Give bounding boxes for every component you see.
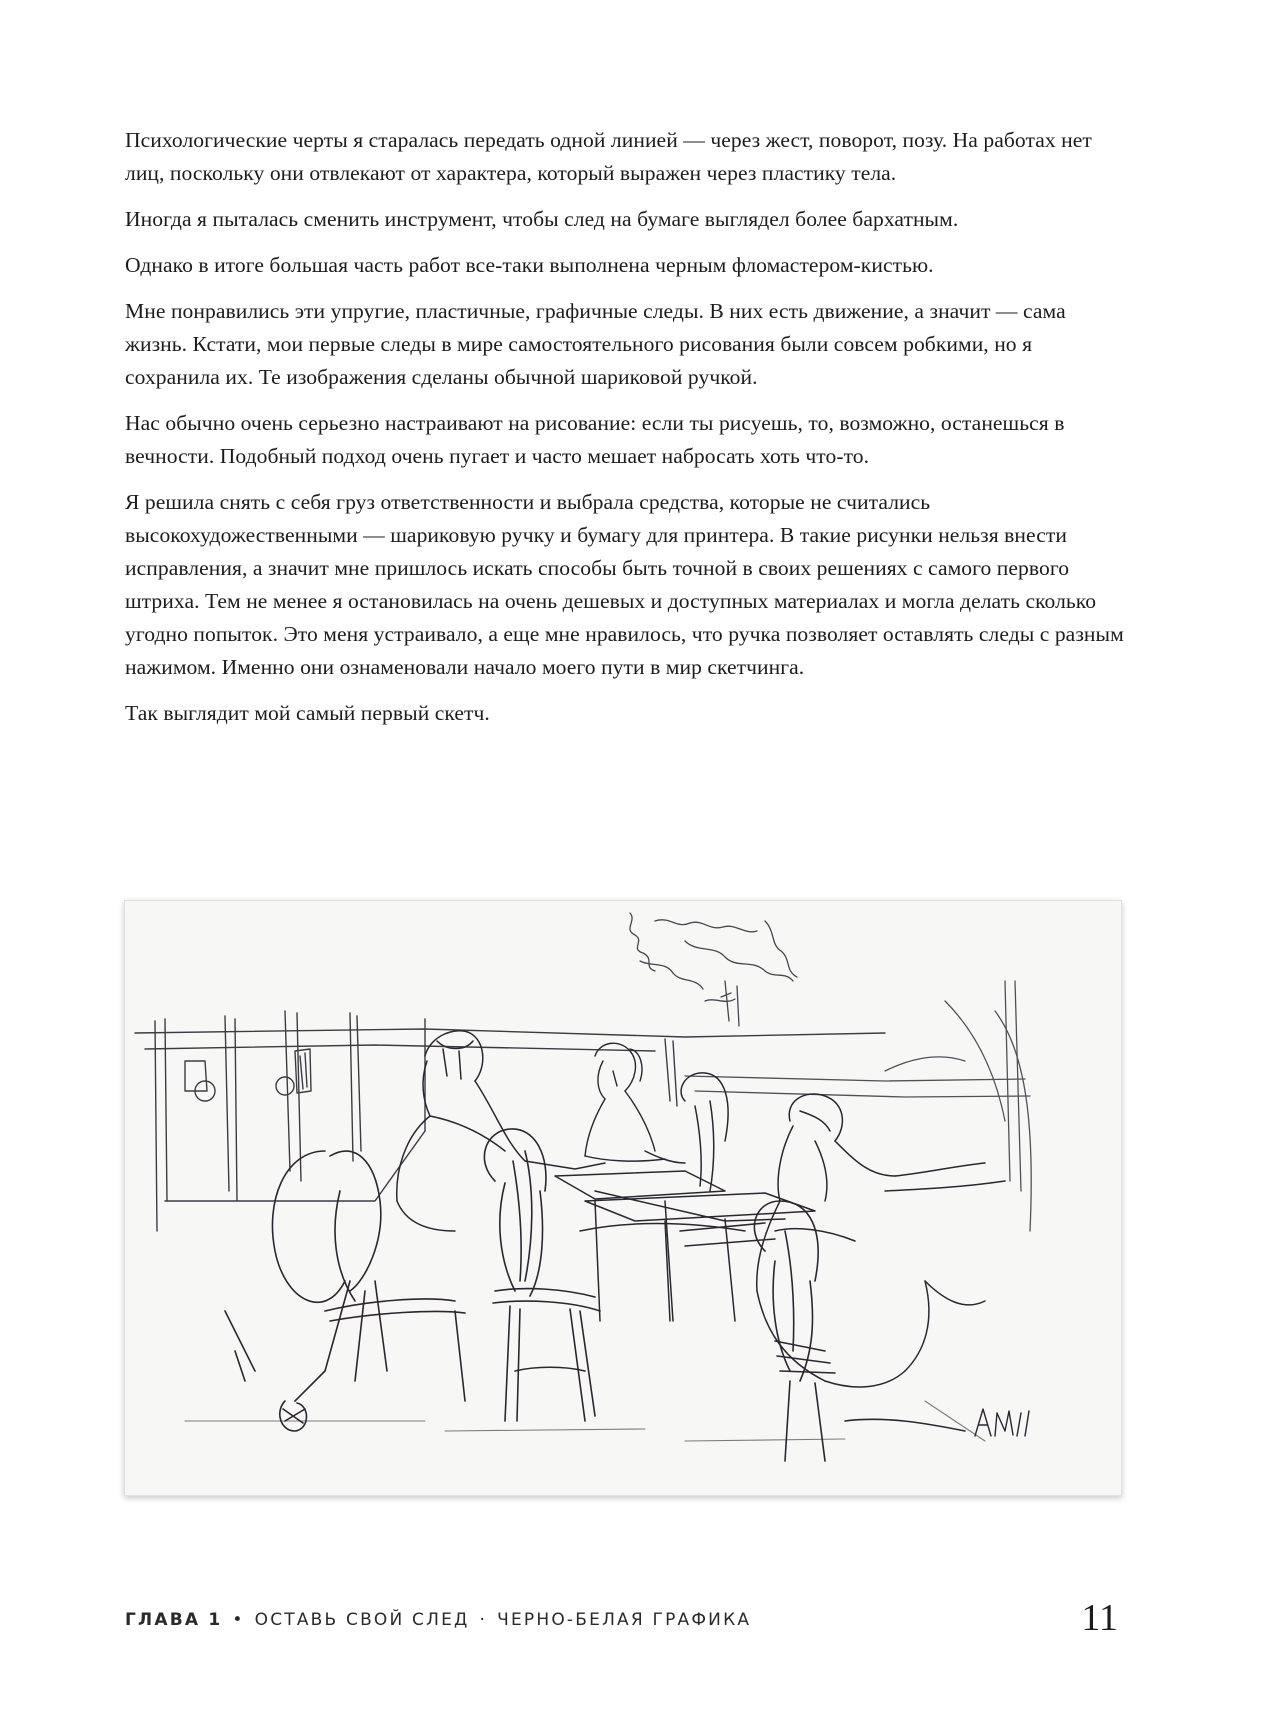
paragraph-7: Так выглядит мой самый первый скетч. — [125, 701, 490, 725]
ballpoint-cafe-sketch — [125, 901, 1121, 1495]
footer-separator-bullet: • — [232, 1610, 245, 1630]
subsection-label: ЧЕРНО-БЕЛАЯ ГРАФИКА — [497, 1610, 752, 1630]
section-label: ОСТАВЬ СВОЙ СЛЕД — [254, 1610, 470, 1630]
seated-figure-girl — [585, 1043, 665, 1161]
chapter-label: ГЛАВА 1 — [125, 1610, 223, 1630]
paragraph-2: Иногда я пыталась сменить инструмент, чтобы след на бумаге выглядел более бархатным. — [125, 207, 959, 231]
paragraph-5: Нас обычно очень серьезно настраивают на рисование: если ты рисуешь, то, возможно, останешься в вечности. Подобный подход очень пугает и часто мешает набросать хоть что-то. — [125, 411, 1065, 468]
page-number: 11 — [1081, 1597, 1118, 1639]
right-table-sketch — [585, 1151, 815, 1321]
first-sketch-illustration — [124, 900, 1122, 1496]
paragraph-4: Мне понравились эти упругие, пластичные, графичные следы. В них есть движение, а значит — сама жизнь. Кстати, мои первые следы в мире самостоятельного рисования были совсем робкими, но я сохранила их. Те изображения сделаны обычной шариковой ручкой. — [125, 299, 1066, 389]
tree-sketch — [630, 913, 797, 1026]
body-text — [125, 124, 1125, 743]
paragraph-3: Однако в итоге большая часть работ все-таки выполнена черным фломастером-кистью. — [125, 253, 934, 277]
left-chair-sketch — [225, 1151, 465, 1431]
footer-separator-dot: · — [479, 1610, 488, 1630]
middle-chair-sketch — [484, 1129, 600, 1421]
paragraph-6: Я решила снять с себя груз ответственности и выбрала средства, которые не считались высокохудожественными — шариковую ручку и бумагу для принтера. В такие рисунки нельзя внести исправления, а значит мне пришлось искать способы быть точной в своих решениях с самого первого штриха. Тем не менее я остановилась на очень дешевых и доступных материалах и могла делать сколько угодно попыток. Это меня устраивало, а еще мне нравилось, что ручка позволяет оставлять следы с разным нажимом. Именно они ознаменовали начало моего пути в мир скетчинга. — [125, 490, 1124, 679]
artist-signature — [975, 1409, 1029, 1436]
paragraph-1: Психологические черты я старалась передать одной линией — через жест, поворот, позу. На работах нет лиц, поскольку они отвлекают от характера, который выражен через пластику тела. — [125, 128, 1092, 185]
page-footer — [125, 1597, 1120, 1642]
background-walls — [135, 1011, 885, 1231]
right-chair-front — [754, 1201, 965, 1461]
running-head — [125, 1610, 751, 1630]
